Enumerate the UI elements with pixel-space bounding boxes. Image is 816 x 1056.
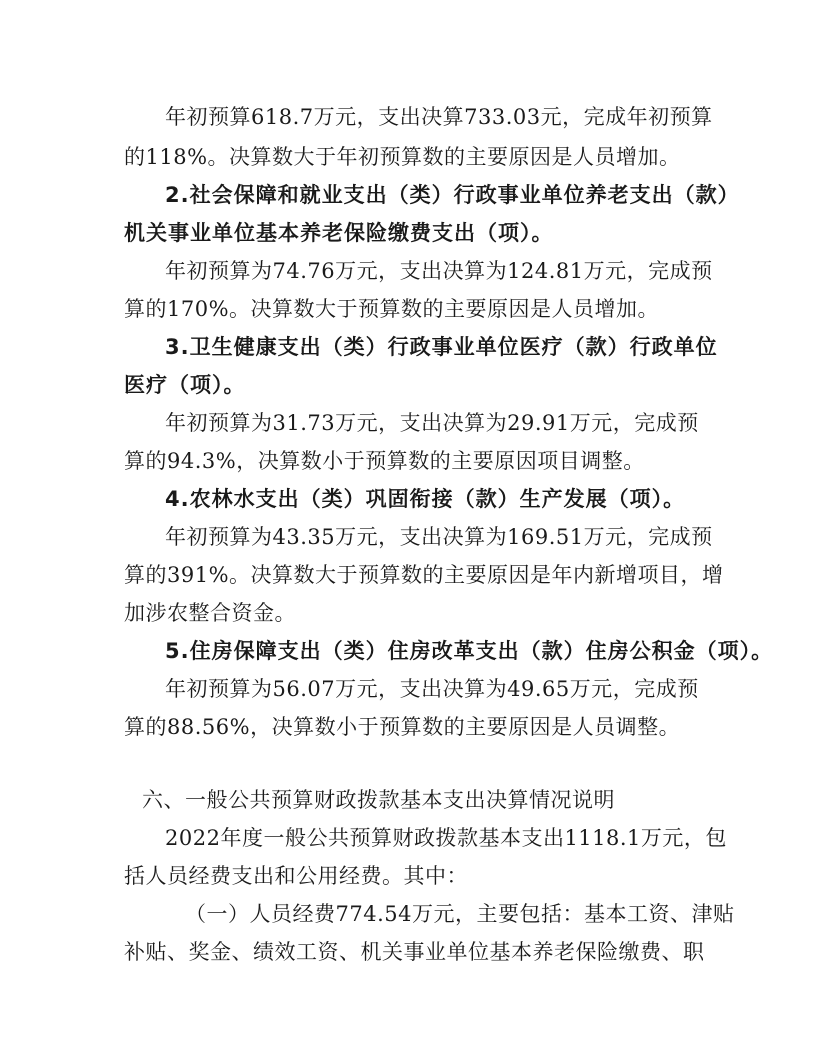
paragraph-line: 的118%。决算数大于年初预算数的主要原因是人员增加。 bbox=[124, 145, 681, 169]
item-heading-continued: 机关事业单位基本养老保险缴费支出（项）。 bbox=[124, 221, 554, 245]
item-heading-continued: 医疗（项）。 bbox=[124, 373, 246, 397]
item-heading: 5.住房保障支出（类）住房改革支出（款）住房公积金（项）。 bbox=[165, 639, 774, 663]
paragraph-line: （一）人员经费774.54万元，主要包括：基本工资、津贴 bbox=[185, 902, 735, 926]
paragraph-line: 算的170%。决算数大于预算数的主要原因是人员增加。 bbox=[124, 297, 660, 321]
section-title: 六、一般公共预算财政拨款基本支出决算情况说明 bbox=[142, 788, 615, 812]
item-heading: 2.社会保障和就业支出（类）行政事业单位养老支出（款） bbox=[165, 183, 740, 207]
paragraph-line: 年初预算为74.76万元，支出决算为124.81万元，完成预 bbox=[165, 259, 713, 283]
paragraph-line: 年初预算为31.73万元，支出决算为29.91万元，完成预 bbox=[165, 411, 699, 435]
paragraph-line: 括人员经费支出和公用经费。其中： bbox=[124, 864, 468, 888]
paragraph-line: 算的88.56%，决算数小于预算数的主要原因是人员调整。 bbox=[124, 715, 681, 739]
paragraph-line: 加涉农整合资金。 bbox=[124, 601, 296, 625]
paragraph-line: 2022年度一般公共预算财政拨款基本支出1118.1万元，包 bbox=[165, 826, 727, 850]
paragraph-line: 年初预算为56.07万元，支出决算为49.65万元，完成预 bbox=[165, 677, 699, 701]
paragraph-line: 补贴、奖金、绩效工资、机关事业单位基本养老保险缴费、职 bbox=[124, 940, 705, 964]
paragraph-line: 年初预算618.7万元，支出决算733.03元，完成年初预算 bbox=[165, 105, 713, 129]
paragraph-line: 算的391%。决算数大于预算数的主要原因是年内新增项目，增 bbox=[124, 563, 724, 587]
paragraph-line: 算的94.3%，决算数小于预算数的主要原因项目调整。 bbox=[124, 449, 645, 473]
item-heading: 4.农林水支出（类）巩固衔接（款）生产发展（项）。 bbox=[165, 487, 686, 511]
item-heading: 3.卫生健康支出（类）行政事业单位医疗（款）行政单位 bbox=[165, 335, 718, 359]
paragraph-line: 年初预算为43.35万元，支出决算为169.51万元，完成预 bbox=[165, 525, 713, 549]
